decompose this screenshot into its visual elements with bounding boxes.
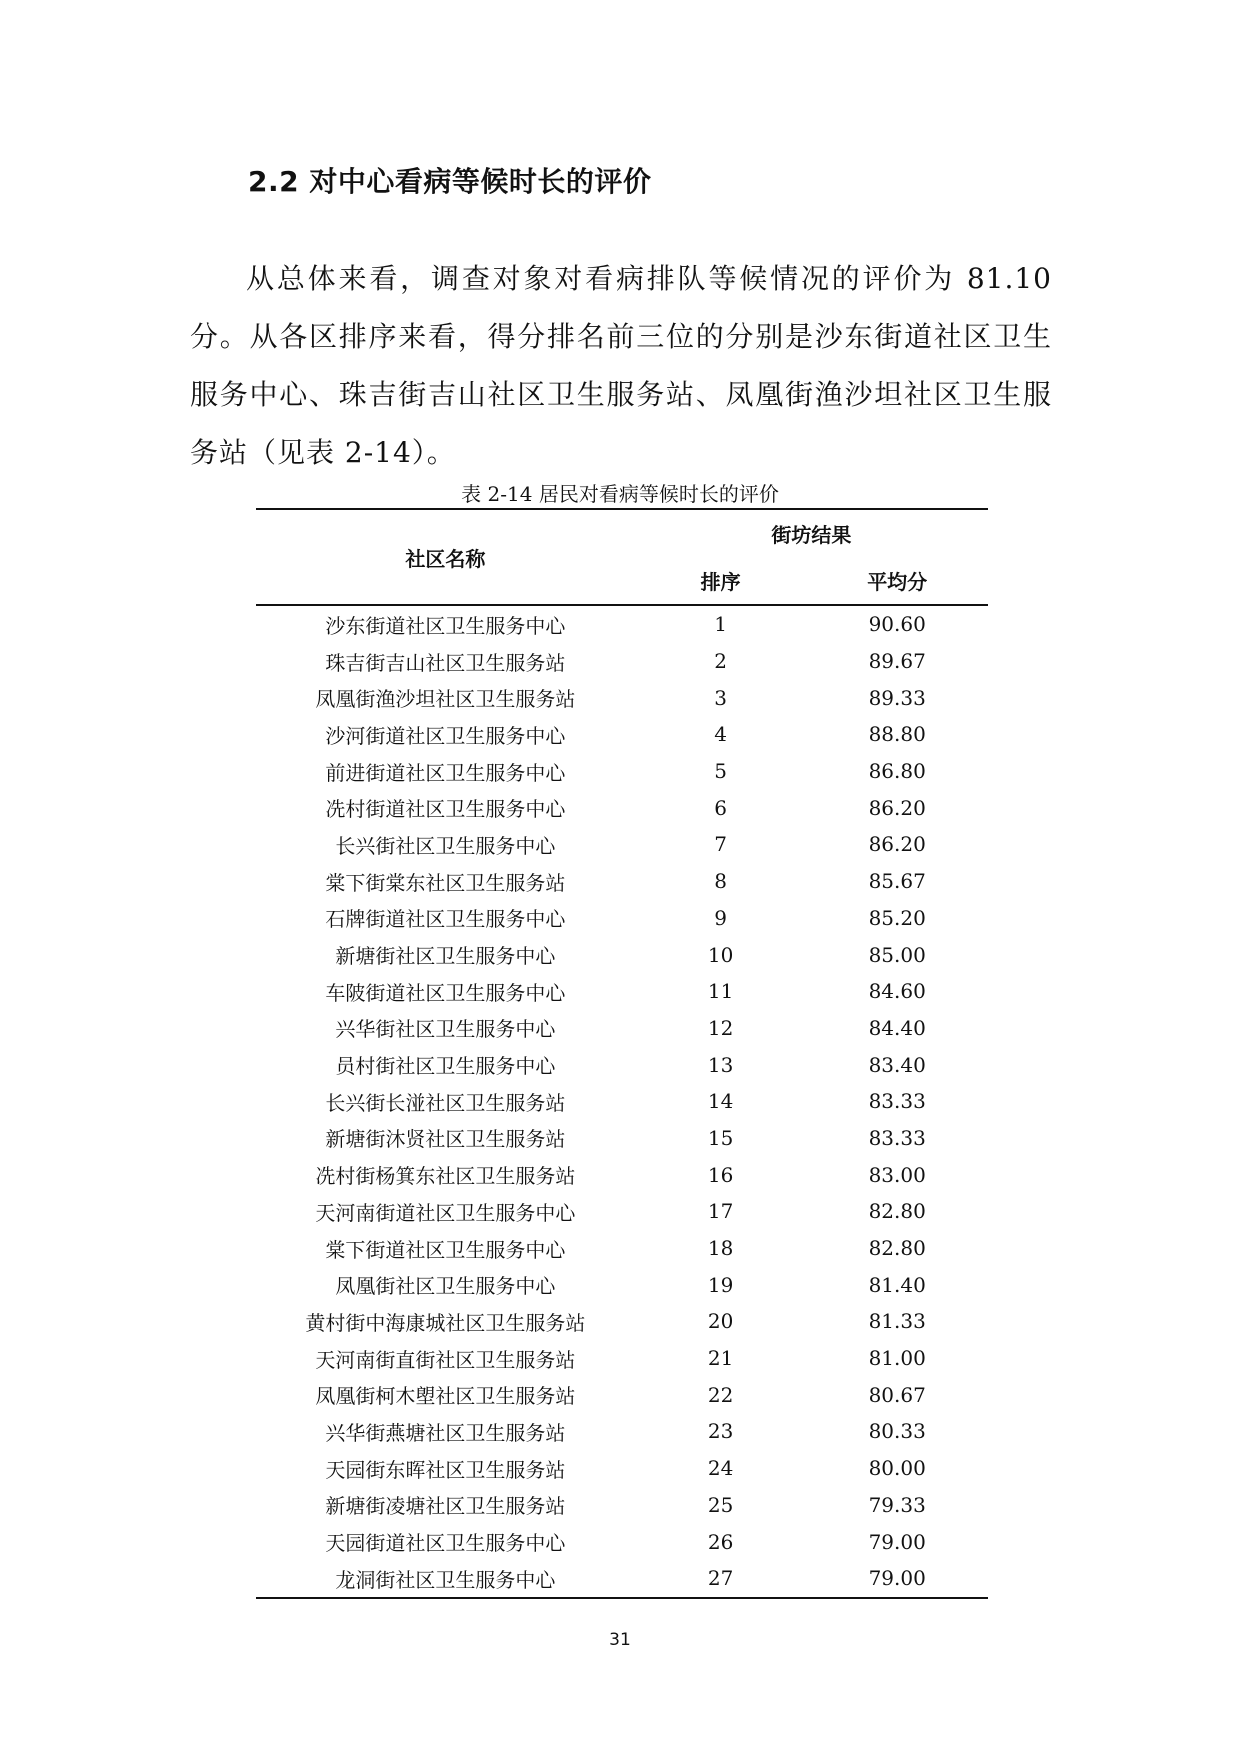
- table-row: [256, 1413, 988, 1450]
- community-name-cell: 天园街东晖社区卫生服务站: [325, 1457, 566, 1482]
- rank-cell: 6: [714, 795, 727, 820]
- score-cell: 85.20: [868, 905, 926, 930]
- community-name-cell: 凤凰街柯木塱社区卫生服务站: [315, 1384, 576, 1409]
- rank-cell: 10: [707, 942, 734, 967]
- table-row: [256, 1450, 988, 1487]
- community-name-cell: 兴华街社区卫生服务中心: [335, 1017, 556, 1042]
- rank-cell: 17: [707, 1199, 734, 1224]
- community-name-cell: 棠下街道社区卫生服务中心: [325, 1237, 566, 1262]
- score-cell: 81.33: [868, 1309, 926, 1334]
- rank-cell: 23: [707, 1419, 734, 1444]
- community-name-cell: 珠吉街吉山社区卫生服务站: [325, 650, 566, 675]
- community-name-cell: 兴华街燕塘社区卫生服务站: [325, 1420, 566, 1445]
- table-row: [256, 1010, 988, 1047]
- header-group-cell: [635, 509, 988, 557]
- rank-cell: 26: [707, 1529, 734, 1554]
- rank-cell: 5: [714, 759, 727, 784]
- table-row: [256, 605, 988, 643]
- score-cell: 89.67: [868, 649, 926, 674]
- community-name-cell: 棠下街棠东社区卫生服务站: [325, 870, 566, 895]
- header-community-name: 社区名称: [405, 546, 486, 571]
- table-row: [256, 863, 988, 900]
- table-row: [256, 826, 988, 863]
- score-cell: 84.60: [868, 979, 926, 1004]
- community-name-cell: 沙东街道社区卫生服务中心: [325, 613, 566, 638]
- community-name-cell: 石牌街道社区卫生服务中心: [325, 907, 566, 932]
- score-cell: 79.33: [868, 1492, 926, 1517]
- table-row: [256, 679, 988, 716]
- header-score: 平均分: [806, 557, 988, 605]
- rank-cell: 2: [714, 649, 727, 674]
- community-name-cell: 凤凰街社区卫生服务中心: [335, 1274, 556, 1299]
- community-name-cell: 黄村街中海康城社区卫生服务站: [305, 1310, 586, 1335]
- rank-cell: 8: [714, 869, 727, 894]
- rank-cell: 14: [707, 1089, 734, 1114]
- rank-cell: 22: [707, 1382, 734, 1407]
- score-cell: 80.00: [868, 1456, 926, 1481]
- community-name-cell: 新塘街社区卫生服务中心: [335, 944, 556, 969]
- community-name-cell: 天河南街道社区卫生服务中心: [315, 1200, 576, 1225]
- rank-cell: 15: [707, 1125, 734, 1150]
- score-cell: 83.40: [868, 1052, 926, 1077]
- score-cell: 82.80: [868, 1236, 926, 1261]
- rank-cell: 9: [714, 905, 727, 930]
- score-cell: 79.00: [806, 1560, 988, 1598]
- score-cell: 85.67: [868, 869, 926, 894]
- table-row: [256, 1376, 988, 1413]
- score-cell: 83.00: [868, 1162, 926, 1187]
- community-name-cell: 新塘街沐贤社区卫生服务站: [325, 1127, 566, 1152]
- table-row: [256, 936, 988, 973]
- table-row: [256, 1083, 988, 1120]
- header-rank: 排序: [635, 557, 807, 605]
- rank-cell: 20: [707, 1309, 734, 1334]
- community-name-cell: 龙洞街社区卫生服务中心: [256, 1560, 635, 1598]
- community-name-cell: 前进街道社区卫生服务中心: [325, 760, 566, 785]
- score-cell: 81.40: [868, 1272, 926, 1297]
- community-name-cell: 冼村街道社区卫生服务中心: [325, 797, 566, 822]
- rank-cell: 19: [707, 1272, 734, 1297]
- table-row: [256, 900, 988, 937]
- table-row: [256, 1230, 988, 1267]
- table-row: [256, 1046, 988, 1083]
- rank-cell: 13: [707, 1052, 734, 1077]
- table-row: [256, 753, 988, 790]
- header-name-cell: [256, 509, 635, 605]
- community-name-cell: 员村街社区卫生服务中心: [335, 1054, 556, 1079]
- community-name-cell: 新塘街凌塘社区卫生服务站: [325, 1494, 566, 1519]
- rank-cell: 24: [707, 1456, 734, 1481]
- table-row: [256, 1193, 988, 1230]
- rank-cell: 1: [714, 612, 727, 637]
- table-row: [256, 1487, 988, 1524]
- community-name-cell: 长兴街长湴社区卫生服务站: [325, 1090, 566, 1115]
- score-cell: 88.80: [868, 722, 926, 747]
- rank-cell: 25: [707, 1492, 734, 1517]
- community-name-cell: 天河南街直街社区卫生服务站: [315, 1347, 576, 1372]
- table-body: [256, 605, 988, 1598]
- rank-cell: 7: [714, 832, 727, 857]
- table-row: [256, 1303, 988, 1340]
- score-cell: 83.33: [868, 1089, 926, 1114]
- community-name-cell: 凤凰街渔沙坦社区卫生服务站: [315, 687, 576, 712]
- rank-cell: 4: [714, 722, 727, 747]
- rank-cell: 18: [707, 1236, 734, 1261]
- section-heading: 2.2 对中心看病等候时长的评价: [248, 165, 652, 198]
- score-cell: 80.33: [868, 1419, 926, 1444]
- score-cell: 82.80: [868, 1199, 926, 1224]
- rank-cell: 27: [635, 1560, 807, 1598]
- community-name-cell: 天园街道社区卫生服务中心: [325, 1531, 566, 1556]
- table-caption: 表 2-14 居民对看病等候时长的评价: [461, 482, 779, 506]
- rank-cell: 21: [707, 1346, 734, 1371]
- body-paragraph: 从总体来看，调查对象对看病排队等候情况的评价为 81.10 分。从各区排序来看，得分排名前三位的分别是沙东街道社区卫生服务中心、珠吉街吉山社区卫生服务站、凤凰街渔沙坦社区卫生服务站（见表 2-14）。: [190, 262, 1052, 469]
- header-group-label: 街坊结果: [771, 523, 852, 547]
- score-cell: 79.00: [868, 1529, 926, 1554]
- table-row: [256, 1120, 988, 1157]
- page-number: 31: [609, 1630, 631, 1650]
- table-row: [256, 1523, 988, 1560]
- table-row: [256, 789, 988, 826]
- score-cell: 85.00: [868, 942, 926, 967]
- score-cell: 81.00: [868, 1346, 926, 1371]
- score-cell: 86.20: [868, 832, 926, 857]
- table-row: [256, 1156, 988, 1193]
- community-name-cell: 车陂街道社区卫生服务中心: [325, 980, 566, 1005]
- score-cell: 83.33: [868, 1125, 926, 1150]
- community-name-cell: 冼村街杨箕东社区卫生服务站: [315, 1164, 576, 1189]
- evaluation-table: [256, 508, 988, 1599]
- rank-cell: 3: [714, 685, 727, 710]
- score-cell: 86.80: [868, 759, 926, 784]
- rank-cell: 11: [707, 979, 734, 1004]
- score-cell: 84.40: [868, 1015, 926, 1040]
- community-name-cell: 长兴街社区卫生服务中心: [335, 833, 556, 858]
- table-row: [256, 643, 988, 680]
- rank-cell: 12: [707, 1015, 734, 1040]
- table-row: [256, 1340, 988, 1377]
- score-cell: 86.20: [868, 795, 926, 820]
- table-row: [256, 973, 988, 1010]
- score-cell: 90.60: [868, 612, 926, 637]
- table-row: [256, 716, 988, 753]
- score-cell: 89.33: [868, 685, 926, 710]
- table-row: [256, 1266, 988, 1303]
- table-row: [256, 1560, 988, 1598]
- rank-cell: 16: [707, 1162, 734, 1187]
- score-cell: 80.67: [868, 1382, 926, 1407]
- community-name-cell: 沙河街道社区卫生服务中心: [325, 723, 566, 748]
